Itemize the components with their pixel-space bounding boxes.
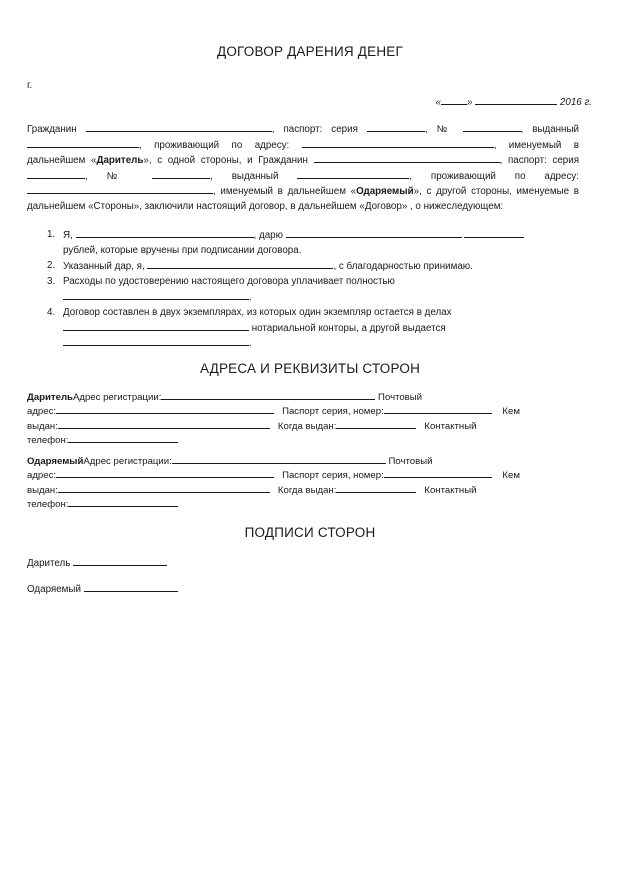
donor-signature-input[interactable] <box>73 556 167 566</box>
phone-label: телефон: <box>27 435 69 447</box>
intro-text-5: , проживающий по адресу: <box>139 139 290 151</box>
donor-signature-line <box>27 556 167 572</box>
intro-text-2: , паспорт: серия <box>271 124 358 135</box>
intro-text-1: Гражданин <box>27 124 77 135</box>
donor-reg-address-input[interactable] <box>161 390 375 400</box>
item-text: нотариальной конторы, а другой выдается <box>251 322 446 334</box>
issue-date-label: Когда выдан: <box>277 420 337 432</box>
item-text: Расходы по удостоверению настоящего договора уплачивает полностью <box>63 276 395 287</box>
item-text: , дарю <box>253 230 283 241</box>
donor-name-blank-2[interactable] <box>76 228 254 238</box>
notary-blank[interactable] <box>63 321 249 331</box>
month-blank[interactable] <box>475 95 557 105</box>
donee-signature-input[interactable] <box>84 582 178 592</box>
addresses-title: АДРЕСА И РЕКВИЗИТЫ СТОРОН <box>199 361 421 376</box>
donee-postal-address-input[interactable] <box>56 468 274 478</box>
postal-label-2: адрес: <box>27 470 57 482</box>
intro-text-7: », с одной стороны, и Гражданин <box>143 155 308 167</box>
donee-address-blank[interactable] <box>27 184 213 194</box>
item-number: 4. <box>47 307 56 318</box>
item-number: 2. <box>47 260 56 271</box>
intro-text-3: , № <box>424 124 454 135</box>
donee-signature-line <box>27 582 178 598</box>
document-title: ДОГОВОР ДАРЕНИЯ ДЕНЕГ <box>216 44 404 59</box>
passport-label: Паспорт серия, номер: <box>282 406 384 418</box>
phone-label: телефон: <box>27 499 69 511</box>
date-quote-close: » <box>467 97 473 108</box>
item-number: 3. <box>47 276 56 287</box>
intro-text-13: », с другой стороны, именуемые в дальнейшем «Стороны», заключили настоящий договор, в дальнейшем «Договор» , о нижеследующем: <box>27 186 579 212</box>
donor-term: Даритель <box>96 155 144 167</box>
item-text: . <box>249 291 252 303</box>
donee-issued-blank[interactable] <box>297 169 409 179</box>
issued-by-label-2: выдан: <box>27 420 58 432</box>
recipient-blank[interactable] <box>63 336 249 346</box>
issued-by-label: Кем <box>502 470 520 482</box>
city-label: г. <box>27 80 33 91</box>
donee-passport-input[interactable] <box>384 468 492 478</box>
year-label: 2016 г. <box>559 97 592 108</box>
intro-text-12: , именуемый в дальнейшем « <box>213 186 357 198</box>
postal-label: Почтовый <box>388 456 433 467</box>
donee-term: Одаряемый <box>356 186 414 198</box>
donor-address-blank[interactable] <box>302 138 494 148</box>
intro-paragraph <box>27 122 579 215</box>
passport-label: Паспорт серия, номер: <box>282 470 384 482</box>
day-blank[interactable] <box>441 95 467 105</box>
intro-text-11: , проживающий по адресу: <box>409 170 579 182</box>
donee-name-blank-2[interactable] <box>147 259 333 269</box>
item-text: Договор составлен в двух экземплярах, из которых один экземпляр остается в делах <box>63 307 452 318</box>
donor-issue-date-input[interactable] <box>336 419 416 429</box>
donor-name-blank[interactable] <box>86 122 272 132</box>
intro-text-4: , выданный <box>520 124 579 135</box>
donor-series-blank[interactable] <box>367 122 425 132</box>
donee-issue-date-input[interactable] <box>336 483 416 493</box>
donee-series-blank[interactable] <box>27 169 85 179</box>
amount-blank-2[interactable] <box>464 228 524 238</box>
donee-requisites <box>27 454 520 512</box>
reg-address-label: Адрес регистрации: <box>83 456 172 467</box>
issued-by-label-2: выдан: <box>27 484 58 496</box>
donee-issued-by-input[interactable] <box>58 483 270 493</box>
intro-text-8: , паспорт: серия <box>499 155 580 167</box>
payer-blank[interactable] <box>63 290 249 300</box>
donor-issued-by-input[interactable] <box>58 419 270 429</box>
reg-address-label: Адрес регистрации: <box>72 392 162 403</box>
donor-issued-blank[interactable] <box>27 138 139 148</box>
date-quote-open: « <box>435 97 441 108</box>
donor-passport-input[interactable] <box>384 404 492 414</box>
donee-name-blank[interactable] <box>314 153 500 163</box>
contract-date <box>436 95 592 108</box>
item-number: 1. <box>47 229 56 240</box>
donee-number-blank[interactable] <box>152 169 210 179</box>
contact-label: Контактный <box>424 420 477 432</box>
donor-signature-label: Даритель <box>27 558 71 569</box>
intro-text-6: , именуемый в дальнейшем « <box>27 139 579 167</box>
item-text: Я, <box>63 230 73 241</box>
donor-postal-address-input[interactable] <box>56 404 274 414</box>
contact-label: Контактный <box>424 484 477 496</box>
item-text: Указанный дар, я, <box>63 261 145 272</box>
signatures-title: ПОДПИСИ СТОРОН <box>244 525 376 540</box>
donor-phone-input[interactable] <box>68 433 178 443</box>
donor-role-label: Даритель <box>27 392 73 403</box>
intro-text-10: , выданный <box>210 170 279 182</box>
issue-date-label: Когда выдан: <box>277 484 337 496</box>
donee-phone-input[interactable] <box>68 497 178 507</box>
donee-reg-address-input[interactable] <box>172 454 386 464</box>
item-text: , с благодарностью принимаю. <box>333 261 473 272</box>
intro-text-9: , № <box>85 170 134 182</box>
postal-label-2: адрес: <box>27 406 57 418</box>
donee-signature-label: Одаряемый <box>27 584 81 595</box>
postal-label: Почтовый <box>378 392 423 403</box>
donor-number-blank[interactable] <box>463 122 521 132</box>
amount-blank[interactable] <box>286 228 462 238</box>
item-text: . <box>249 338 252 350</box>
issued-by-label: Кем <box>502 406 520 418</box>
donor-requisites <box>27 390 520 448</box>
donee-role-label: Одаряемый <box>27 456 84 467</box>
item-text: рублей, которые вручены при подписании договора. <box>63 244 302 256</box>
